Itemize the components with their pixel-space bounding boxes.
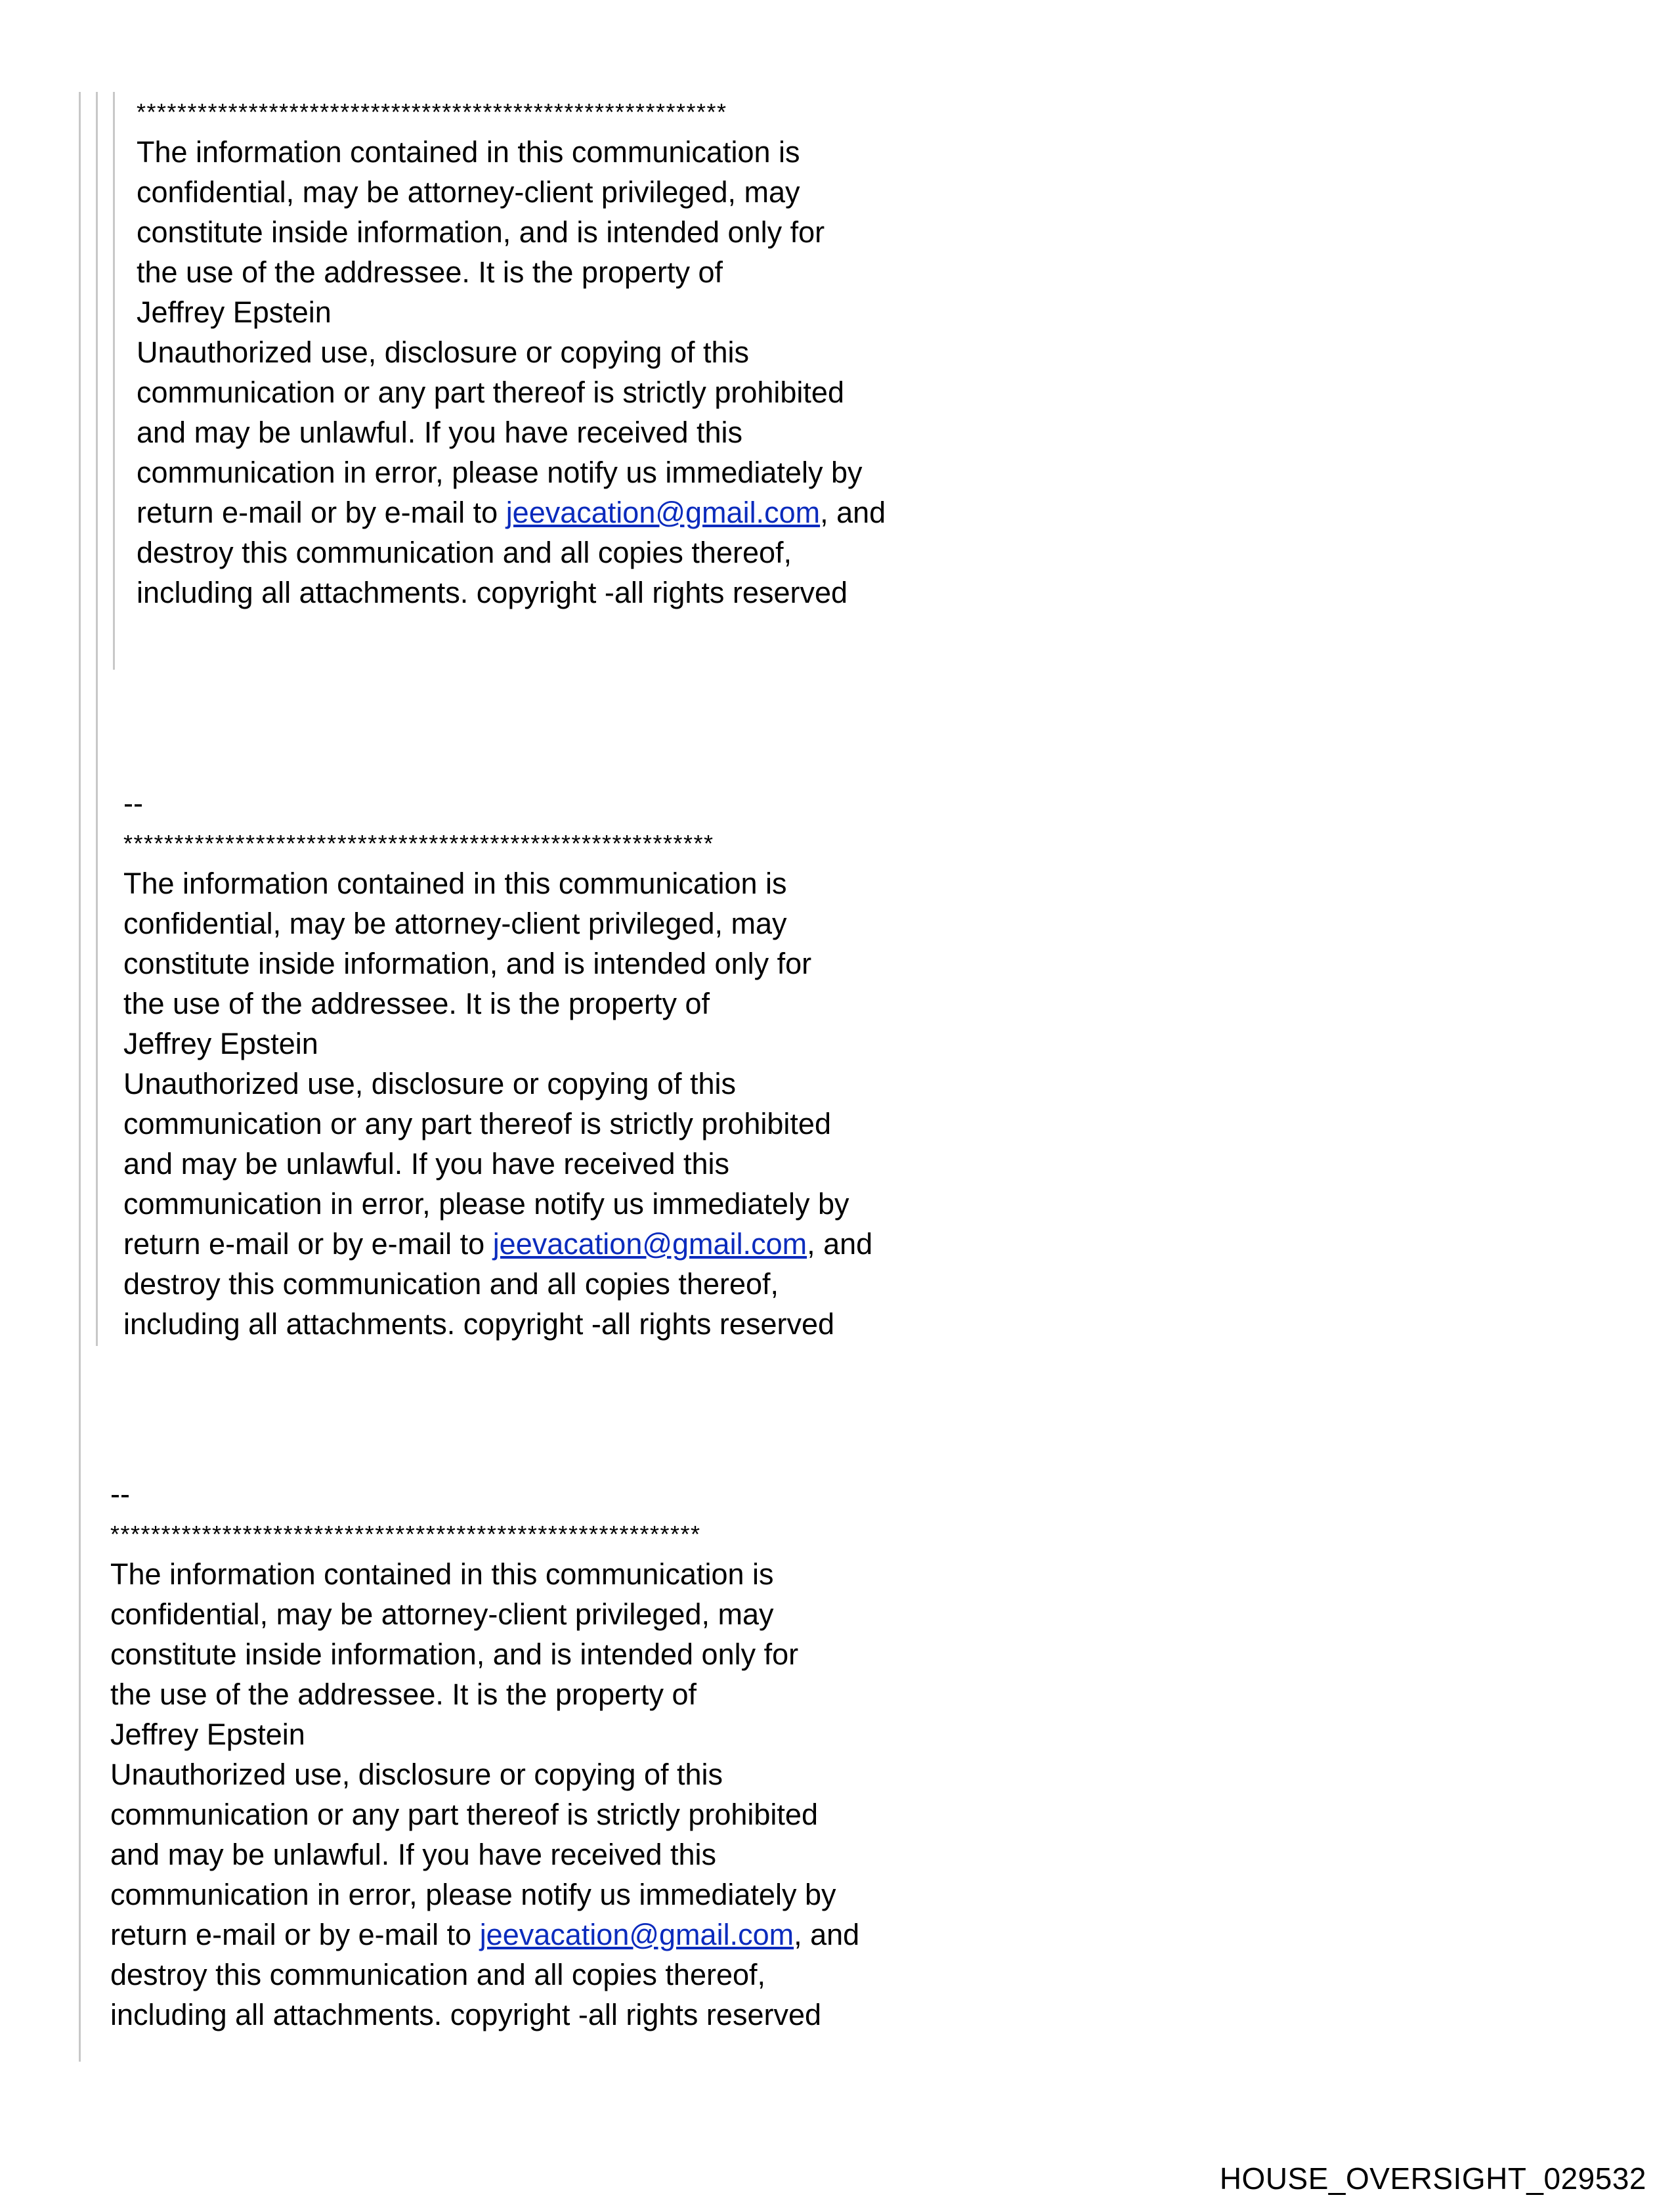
disclaimer-line: the use of the addressee. It is the property of [110, 1678, 697, 1711]
disclaimer-line: communication or any part thereof is strictly prohibited [123, 1107, 831, 1140]
disclaimer-line: Jeffrey Epstein [110, 1718, 305, 1751]
disclaimer-line: communication or any part thereof is strictly prohibited [137, 376, 844, 409]
disclaimer-line: destroy this communication and all copies thereof, [123, 1267, 779, 1301]
disclaimer-line: and may be unlawful. If you have received this [123, 1147, 730, 1181]
disclaimer-line: communication in error, please notify us immediately by [110, 1878, 836, 1911]
disclaimer-line: constitute inside information, and is intended only for [110, 1637, 799, 1671]
disclaimer-line: and may be unlawful. If you have received this [137, 416, 743, 449]
disclaimer-line: including all attachments. copyright -all rights reserved [110, 1998, 822, 2031]
quote-bar-outer [79, 92, 81, 2062]
disclaimer-block-3 [110, 1474, 859, 2035]
disclaimer-block-1 [137, 92, 886, 613]
quote-bar-middle [96, 92, 98, 1346]
disclaimer-line: confidential, may be attorney-client privileged, may [110, 1597, 774, 1631]
email-link[interactable]: jeevacation@gmail.com [505, 496, 821, 529]
disclaimer-line: Jeffrey Epstein [137, 295, 332, 329]
disclaimer-line: Unauthorized use, disclosure or copying of this [110, 1758, 723, 1791]
disclaimer-line: the use of the addressee. It is the property of [137, 255, 723, 289]
disclaimer-line: Jeffrey Epstein [123, 1027, 318, 1060]
disclaimer-line: constitute inside information, and is intended only for [123, 947, 812, 980]
disclaimer-line: destroy this communication and all copies thereof, [137, 536, 792, 569]
email-line [123, 1224, 872, 1264]
email-suffix: , and [794, 1918, 860, 1951]
document-id: HOUSE_OVERSIGHT_029532 [1219, 2161, 1646, 2196]
disclaimer-line: Unauthorized use, disclosure or copying of this [137, 336, 750, 369]
disclaimer-line: communication or any part thereof is strictly prohibited [110, 1798, 818, 1831]
disclaimer-line: The information contained in this communication is [137, 135, 800, 169]
email-prefix: return e-mail or by e-mail to [137, 496, 506, 529]
email-link[interactable]: jeevacation@gmail.com [492, 1227, 807, 1261]
email-suffix: , and [820, 496, 886, 529]
email-suffix: , and [807, 1227, 873, 1261]
disclaimer-line: communication in error, please notify us immediately by [137, 456, 863, 489]
disclaimer-line: including all attachments. copyright -all rights reserved [123, 1307, 835, 1341]
email-line [110, 1915, 859, 1955]
email-prefix: return e-mail or by e-mail to [123, 1227, 493, 1261]
disclaimer-line: constitute inside information, and is intended only for [137, 215, 825, 249]
disclaimer-line: destroy this communication and all copies thereof, [110, 1958, 766, 1991]
email-prefix: return e-mail or by e-mail to [110, 1918, 480, 1951]
signature-dash: -- [110, 1477, 130, 1511]
email-link[interactable]: jeevacation@gmail.com [479, 1918, 794, 1951]
signature-dash: -- [123, 787, 143, 820]
disclaimer-line: The information contained in this communication is [123, 867, 787, 900]
disclaimer-line: confidential, may be attorney-client privileged, may [137, 175, 800, 209]
disclaimer-line: and may be unlawful. If you have received this [110, 1838, 717, 1871]
disclaimer-line: confidential, may be attorney-client privileged, may [123, 907, 787, 940]
disclaimer-line: communication in error, please notify us immediately by [123, 1187, 849, 1221]
disclaimer-line: including all attachments. copyright -all rights reserved [137, 576, 848, 609]
separator-stars: ********************************************************** [110, 1521, 701, 1548]
disclaimer-line: the use of the addressee. It is the property of [123, 987, 710, 1020]
email-line [137, 492, 886, 532]
separator-stars: ********************************************************** [123, 830, 714, 857]
disclaimer-line: The information contained in this communication is [110, 1557, 774, 1591]
quote-bar-inner [113, 92, 115, 670]
disclaimer-line: Unauthorized use, disclosure or copying of this [123, 1067, 737, 1100]
disclaimer-block-2 [123, 783, 872, 1344]
separator-stars: ********************************************************** [137, 98, 727, 125]
